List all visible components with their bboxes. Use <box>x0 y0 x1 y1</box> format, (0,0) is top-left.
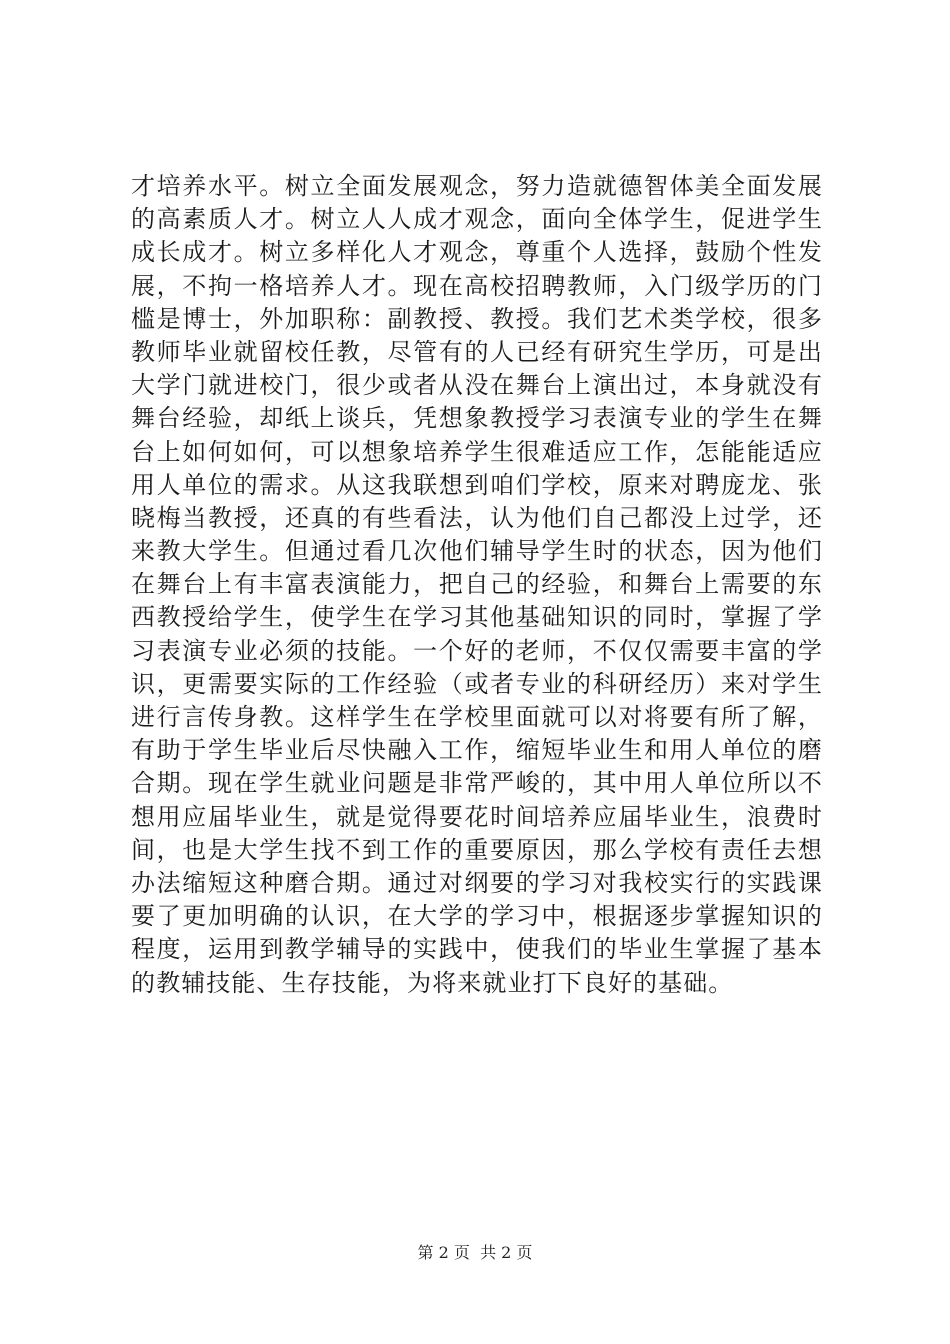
text-line-5: 槛是博士，外加职称：副教授、教授。我们艺术类学校，很多 <box>131 304 823 333</box>
text-line-22: 办法缩短这种磨合期。通过对纲要的学习对我校实行的实践课 <box>131 868 823 897</box>
text-line-24: 程度，运用到教学辅导的实践中，使我们的毕业生掌握了基本 <box>131 935 823 964</box>
text-line-18: 有助于学生毕业后尽快融入工作，缩短毕业生和用人单位的磨 <box>131 736 823 765</box>
text-line-21: 间，也是大学生找不到工作的重要原因，那么学校有责任去想 <box>131 835 823 864</box>
text-line-20: 想用应届毕业生，就是觉得要花时间培养应届毕业生，浪费时 <box>131 802 823 831</box>
text-line-9: 台上如何如何，可以想象培养学生很难适应工作，怎能能适应 <box>131 437 823 466</box>
page-footer <box>0 1243 950 1263</box>
text-line-19: 合期。现在学生就业问题是非常严峻的，其中用人单位所以不 <box>131 769 823 798</box>
text-line-8: 舞台经验，却纸上谈兵，凭想象教授学习表演专业的学生在舞 <box>131 404 823 433</box>
text-line-2: 的高素质人才。树立人人成才观念，面向全体学生，促进学生 <box>131 205 823 234</box>
text-line-6: 教师毕业就留校任教，尽管有的人已经有研究生学历，可是出 <box>131 337 823 366</box>
text-line-10: 用人单位的需求。从这我联想到咱们学校，原来对聘庞龙、张 <box>131 470 823 499</box>
text-line-25: 的教辅技能、生存技能，为将来就业打下良好的基础。 <box>131 968 734 997</box>
body-paragraph <box>131 170 823 1000</box>
text-line-23: 要了更加明确的认识，在大学的学习中，根据逐步掌握知识的 <box>131 902 823 931</box>
text-line-4: 展，不拘一格培养人才。现在高校招聘教师，入门级学历的门 <box>131 271 823 300</box>
text-line-3: 成长成才。树立多样化人才观念，尊重个人选择，鼓励个性发 <box>131 238 823 267</box>
text-line-17: 进行言传身教。这样学生在学校里面就可以对将要有所了解， <box>131 703 823 731</box>
text-line-1: 才培养水平。树立全面发展观念，努力造就德智体美全面发展 <box>131 172 823 200</box>
text-line-7: 大学门就进校门，很少或者从没在舞台上演出过，本身就没有 <box>131 371 823 400</box>
text-line-12: 来教大学生。但通过看几次他们辅导学生时的状态，因为他们 <box>131 537 823 566</box>
page-number-label: 第 2 页 共 2 页 <box>417 1243 533 1262</box>
text-line-16: 识，更需要实际的工作经验（或者专业的科研经历）来对学生 <box>131 669 823 698</box>
text-line-11: 晓梅当教授，还真的有些看法，认为他们自己都没上过学，还 <box>131 503 823 532</box>
text-line-13: 在舞台上有丰富表演能力，把自己的经验，和舞台上需要的东 <box>131 570 823 599</box>
text-line-15: 习表演专业必须的技能。一个好的老师，不仅仅需要丰富的学 <box>131 636 823 665</box>
text-line-14: 西教授给学生，使学生在学习其他基础知识的同时，掌握了学 <box>131 603 823 632</box>
